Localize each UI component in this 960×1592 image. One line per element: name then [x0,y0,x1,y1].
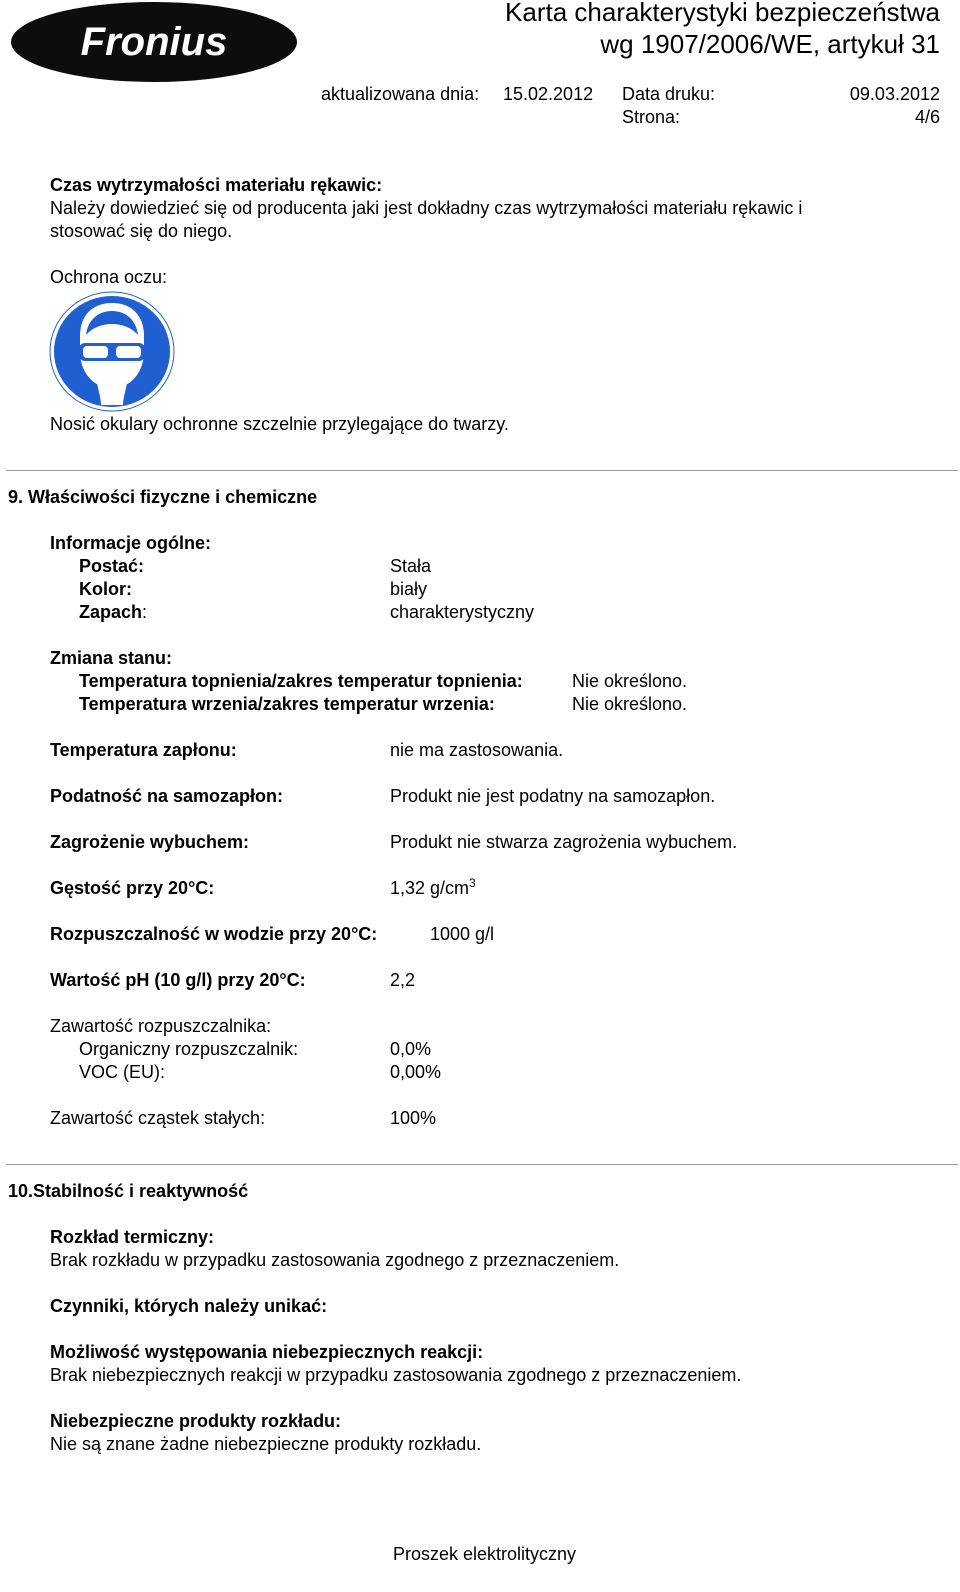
voc-label: VOC (EU): [79,1062,166,1082]
eye-protection-note: Nosić okulary ochronne szczelnie przylegające do twarzy. [50,414,509,434]
flash-point-value: nie ma zastosowania. [390,740,564,760]
glove-time-text-line1: Należy dowiedzieć się od producenta jaki jest dokładny czas wytrzymałości materiału rękawic i [50,198,803,218]
thermal-decomposition-heading: Rozkład termiczny: [50,1227,215,1247]
solvent-content-heading: Zawartość rozpuszczalnika: [50,1016,272,1036]
ph-label: Wartość pH (10 g/l) przy 20°C: [50,970,306,990]
hazardous-reactions-heading: Możliwość występowania niebezpiecznych reakcji: [50,1342,484,1362]
boiling-point-label: Temperatura wrzenia/zakres temperatur wrzenia: [79,694,495,714]
form-label: Postać: [79,556,145,576]
hazardous-reactions-text: Brak niebezpiecznych reakcji w przypadku zastosowania zgodnego z przeznaczeniem. [50,1365,742,1385]
voc-value: 0,00% [390,1062,442,1082]
flash-point-label: Temperatura zapłonu: [50,740,237,760]
melting-point-value: Nie określono. [572,671,688,691]
fronius-logo [10,1,298,83]
odor-label-colon: : [142,602,148,622]
density-number: 1,32 g/cm [390,878,470,898]
explosion-hazard-value: Produkt nie stwarza zagrożenia wybuchem. [390,832,738,852]
general-info-heading: Informacje ogólne: [50,533,212,553]
decomposition-products-heading: Niebezpieczne produkty rozkładu: [50,1411,342,1431]
page-number: 4/6 [914,107,940,127]
section-10-title: 10.Stabilność i reaktywność [8,1181,249,1201]
organic-solvent-value: 0,0% [390,1039,432,1059]
density-label: Gęstość przy 20°C: [50,878,215,898]
glove-time-text-line2: stosować się do niego. [50,221,233,241]
print-date-label: Data druku: [622,84,716,104]
document-title-line1: Karta charakterystyki bezpieczeństwa [505,0,940,27]
glove-time-heading: Czas wytrzymałości materiału rękawic: [50,175,383,195]
color-value: biały [390,579,428,599]
form-value: Stała [390,556,432,576]
odor-label-text: Zapach [79,602,143,622]
water-solubility-value: 1000 g/l [430,924,495,944]
footer-product-name: Proszek elektrolityczny [393,1544,577,1564]
updated-label: aktualizowana dnia: [321,84,480,104]
color-label: Kolor: [79,579,132,599]
odor-value: charakterystyczny [390,602,535,622]
solids-content-value: 100% [390,1108,437,1128]
print-date-value: 09.03.2012 [849,84,940,104]
water-solubility-label: Rozpuszczalność w wodzie przy 20°C: [50,924,378,944]
odor-label [79,602,147,624]
document-title-line2: wg 1907/2006/WE, artykuł 31 [600,29,940,59]
updated-value: 15.02.2012 [503,84,594,104]
section-9-title: 9. Właściwości fizyczne i chemiczne [8,487,318,507]
self-ignition-label: Podatność na samozapłon: [50,786,284,806]
logo-wordmark: Fronius [80,20,228,64]
boiling-point-value: Nie określono. [572,694,688,714]
eye-protection-label: Ochrona oczu: [50,267,168,287]
decomposition-products-text: Nie są znane żadne niebezpieczne produkty rozkładu. [50,1434,482,1454]
explosion-hazard-label: Zagrożenie wybuchem: [50,832,250,852]
self-ignition-value: Produkt nie jest podatny na samozapłon. [390,786,716,806]
solids-content-label: Zawartość cząstek stałych: [50,1108,266,1128]
state-change-heading: Zmiana stanu: [50,648,173,668]
conditions-to-avoid-heading: Czynniki, których należy unikać: [50,1296,328,1316]
melting-point-label: Temperatura topnienia/zakres temperatur topnienia: [79,671,523,691]
page-label: Strona: [622,107,681,127]
density-value [390,878,476,900]
section-divider [6,470,958,471]
safety-goggles-icon [49,291,175,412]
ph-value: 2,2 [390,970,416,990]
thermal-decomposition-text: Brak rozkładu w przypadku zastosowania zgodnego z przeznaczeniem. [50,1250,620,1270]
section-divider [6,1164,958,1165]
density-exponent: 3 [469,876,476,890]
organic-solvent-label: Organiczny rozpuszczalnik: [79,1039,299,1059]
